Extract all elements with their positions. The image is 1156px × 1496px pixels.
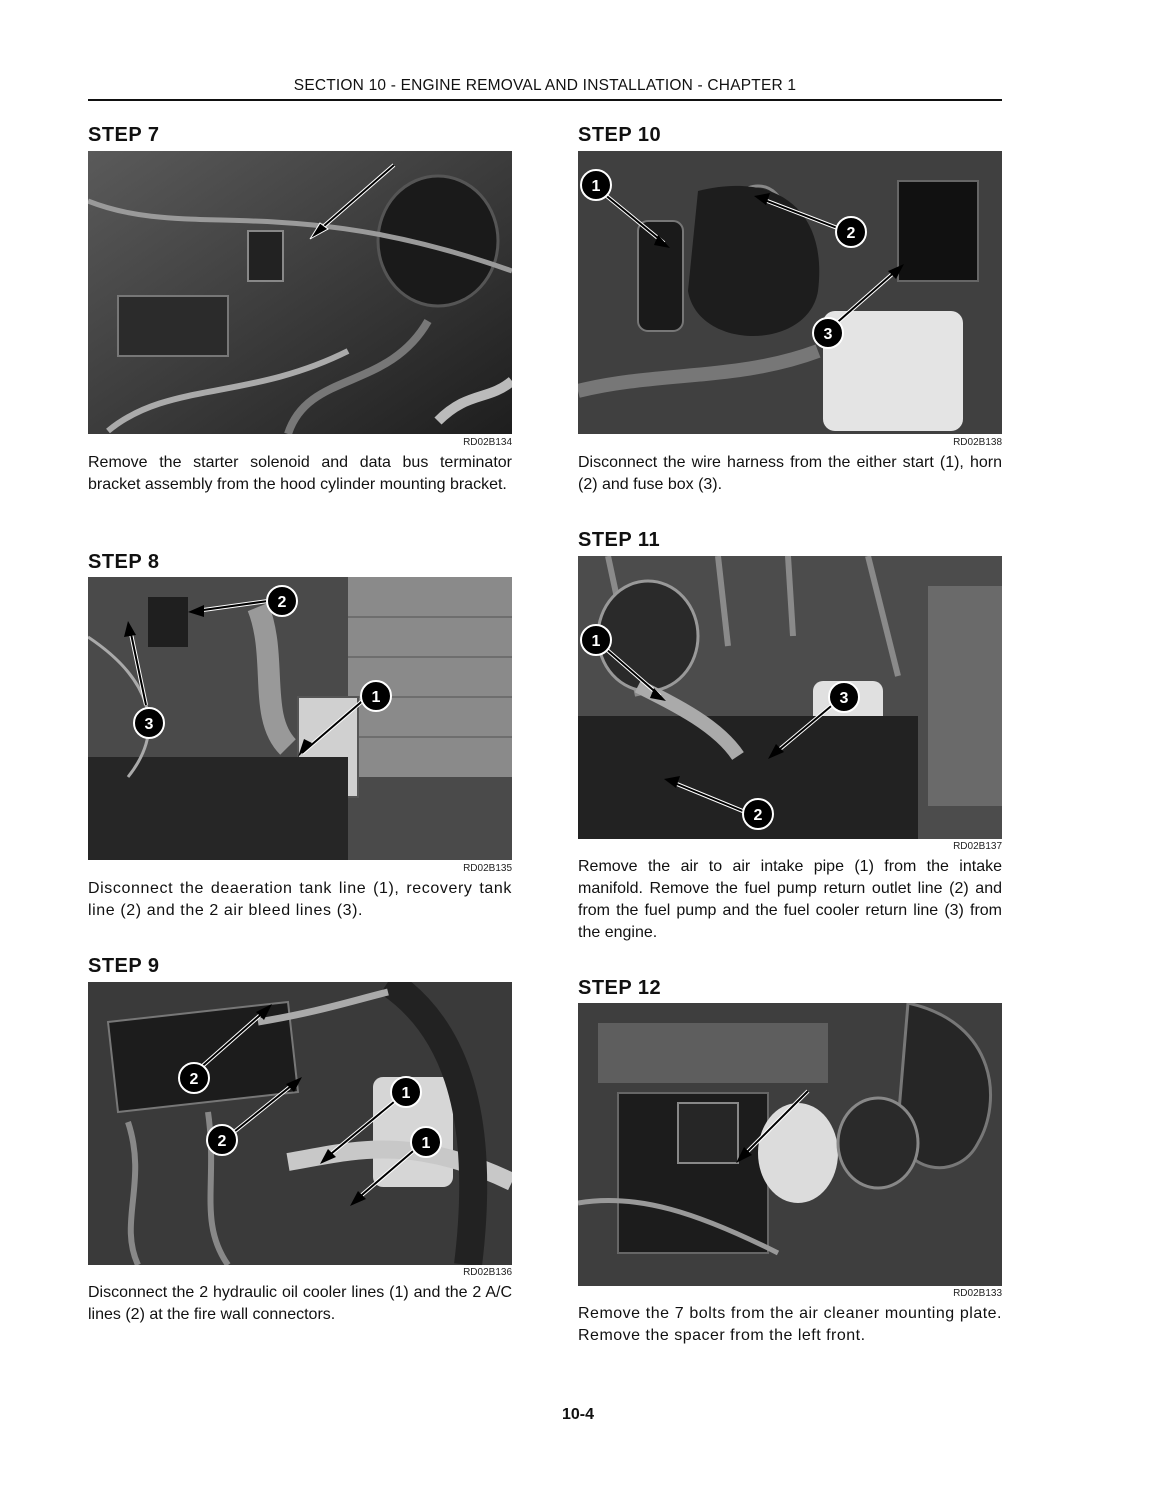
step-9-figure-code: RD02B136 [463,1267,512,1278]
step-8-figure-code: RD02B135 [463,863,512,874]
step-11-photo [578,556,1002,839]
section-header: SECTION 10 - ENGINE REMOVAL AND INSTALLATION - CHAPTER 1 [293,77,797,94]
step-9-callout-2b: 2 [217,1133,227,1150]
step-7-photo [88,151,512,434]
page-number: 10-4 [561,1406,595,1423]
step-7-caption: Remove the starter solenoid and data bus terminator bracket assembly from the hood cylinder mounting bracket. [88,454,512,493]
step-11-callout-3: 3 [839,690,849,707]
step-10-callout-3: 3 [823,326,833,343]
step-11-callout-2: 2 [753,807,763,824]
step-11-title: STEP 11 [578,529,661,551]
step-10-figure-code: RD02B138 [953,437,1002,448]
step-10-callout-1: 1 [591,178,601,195]
step-11-caption: Remove the air to air intake pipe (1) from the intake manifold. Remove the fuel pump return outlet line (2) and from the fuel pump and the fuel cooler return line (3) from the engine. [578,858,1002,941]
step-8-photo [88,577,512,860]
step-7-title: STEP 7 [88,124,160,146]
step-9-title: STEP 9 [88,955,160,977]
step-8-title: STEP 8 [88,551,160,573]
step-10-callout-2: 2 [846,225,856,242]
step-7-figure-code: RD02B134 [463,437,512,448]
step-12-caption: Remove the 7 bolts from the air cleaner mounting plate. Remove the spacer from the left front. [578,1305,1002,1344]
step-9-photo [88,982,512,1265]
step-8-callout-2: 2 [277,594,287,611]
step-11-callout-1: 1 [591,633,601,650]
step-10-title: STEP 10 [578,124,662,146]
step-8-callout-3: 3 [144,716,154,733]
step-9-callout-2a: 2 [189,1071,199,1088]
step-12-figure-code: RD02B133 [953,1288,1002,1299]
step-8-caption: Disconnect the deaeration tank line (1), recovery tank line (2) and the 2 air bleed lines (3). [88,880,512,919]
step-10-photo [578,151,1002,434]
step-11-figure-code: RD02B137 [953,841,1002,852]
step-12-photo [578,1003,1002,1286]
step-9-callout-1b: 1 [421,1135,431,1152]
step-9-caption: Disconnect the 2 hydraulic oil cooler lines (1) and the 2 A/C lines (2) at the fire wall connectors. [88,1284,512,1323]
step-10-caption: Disconnect the wire harness from the either start (1), horn (2) and fuse box (3). [578,454,1002,493]
header-rule [88,99,1002,101]
step-12-title: STEP 12 [578,977,662,999]
step-8-callout-1: 1 [371,689,381,706]
step-9-callout-1a: 1 [401,1085,411,1102]
